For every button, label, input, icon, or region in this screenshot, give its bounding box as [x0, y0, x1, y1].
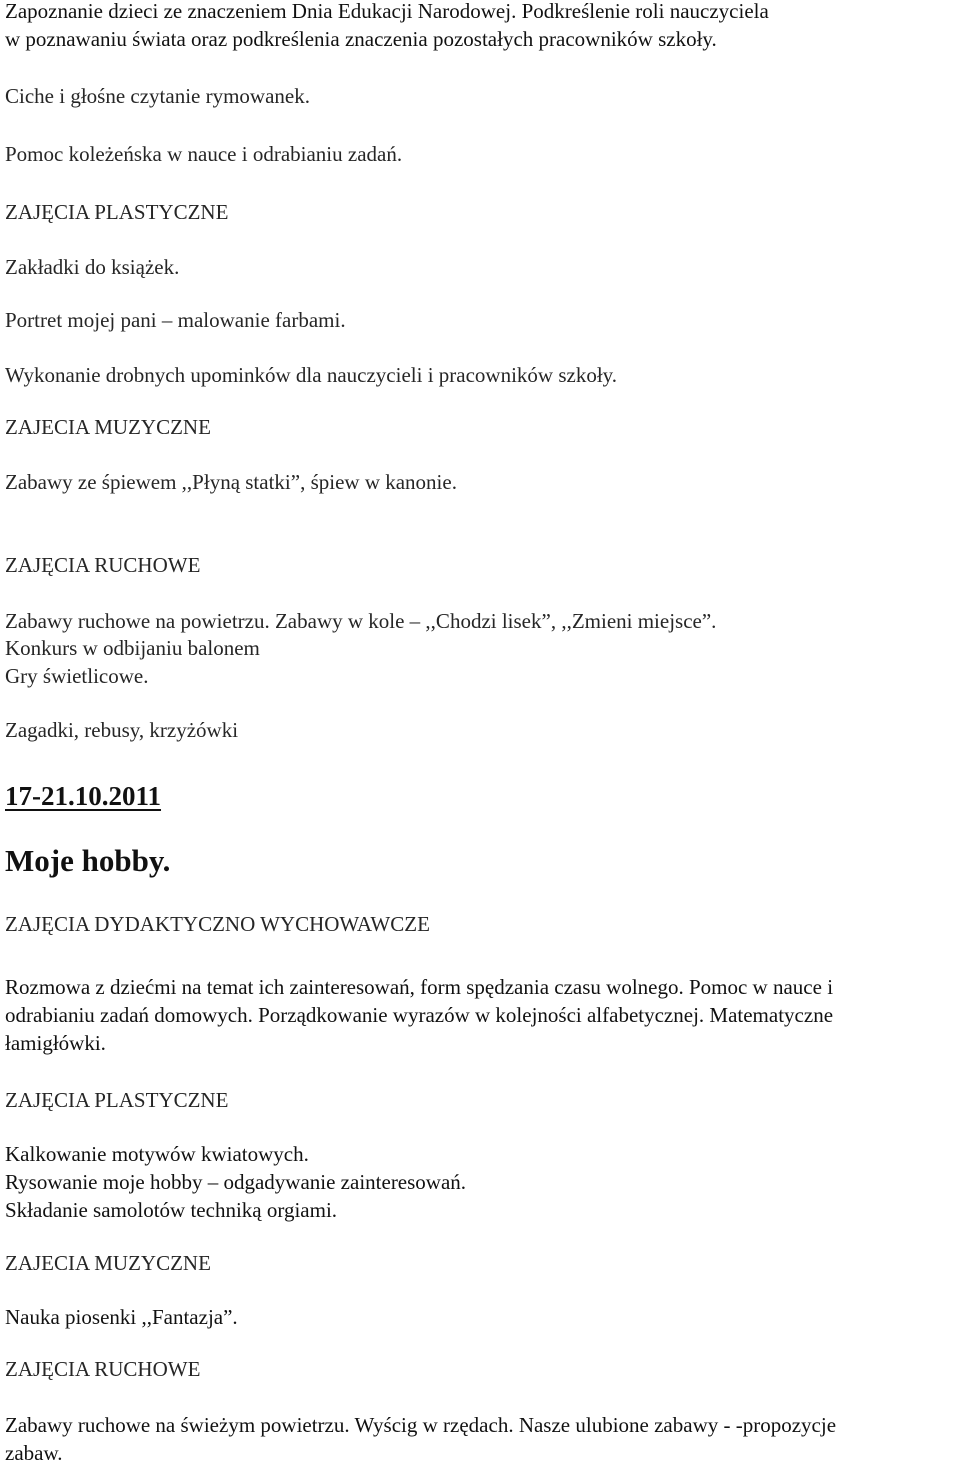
music-item-1: Zabawy ze śpiewem ,,Płyną statki”, śpiew w kanonie.: [5, 470, 457, 494]
puzzles-item: Zagadki, rebusy, krzyżówki: [5, 718, 239, 742]
movement2-line-2: zabaw.: [5, 1441, 63, 1465]
movement-item-2: Konkurs w odbijaniu balonem: [5, 636, 260, 660]
movement-heading-2: ZAJĘCIA RUCHOWE: [5, 1357, 201, 1381]
art-item-2: Portret mojej pani – malowanie farbami.: [5, 308, 346, 332]
didactic-line-1: Rozmowa z dziećmi na temat ich zainteresowań, form spędzania czasu wolnego. Pomoc w nauce i: [5, 975, 834, 999]
art-heading-2: ZAJĘCIA PLASTYCZNE: [5, 1088, 229, 1112]
art2-item-2: Rysowanie moje hobby – odgadywanie zainteresowań.: [5, 1170, 467, 1194]
music-heading-2: ZAJECIA MUZYCZNE: [5, 1251, 211, 1275]
art-item-1: Zakładki do książek.: [5, 255, 180, 279]
help-activity: Pomoc koleżeńska w nauce i odrabianiu zadań.: [5, 142, 403, 166]
didactic-line-2: odrabianiu zadań domowych. Porządkowanie wyrazów w kolejności alfabetycznej. Matematyczne: [5, 1003, 834, 1027]
week-theme: Moje hobby.: [5, 843, 171, 878]
music-heading-1: ZAJECIA MUZYCZNE: [5, 415, 211, 439]
didactic-line-3: łamigłówki.: [5, 1031, 106, 1055]
movement2-line-1: Zabawy ruchowe na świeżym powietrzu. Wyścig w rzędach. Nasze ulubione zabawy - -propozycje: [5, 1413, 837, 1437]
movement-item-3: Gry świetlicowe.: [5, 664, 149, 688]
movement-item-1: Zabawy ruchowe na powietrzu. Zabawy w kole – ,,Chodzi lisek”, ,,Zmieni miejsce”.: [5, 609, 717, 633]
didactic-heading: ZAJĘCIA DYDAKTYCZNO WYCHOWAWCZE: [5, 912, 430, 936]
music2-item-1: Nauka piosenki ,,Fantazja”.: [5, 1305, 238, 1329]
reading-activity: Ciche i głośne czytanie rymowanek.: [5, 84, 310, 108]
art-item-3: Wykonanie drobnych upominków dla nauczycieli i pracowników szkoły.: [5, 363, 618, 387]
intro-line-2: w poznawaniu świata oraz podkreślenia znaczenia pozostałych pracowników szkoły.: [5, 27, 717, 51]
week-date: 17-21.10.2011: [5, 781, 162, 811]
art2-item-1: Kalkowanie motywów kwiatowych.: [5, 1142, 309, 1166]
art-heading-1: ZAJĘCIA PLASTYCZNE: [5, 200, 229, 224]
movement-heading-1: ZAJĘCIA RUCHOWE: [5, 553, 201, 577]
intro-line-1: Zapoznanie dzieci ze znaczeniem Dnia Edukacji Narodowej. Podkreślenie roli nauczyciela: [5, 0, 769, 23]
art2-item-3: Składanie samolotów techniką orgiami.: [5, 1198, 338, 1222]
